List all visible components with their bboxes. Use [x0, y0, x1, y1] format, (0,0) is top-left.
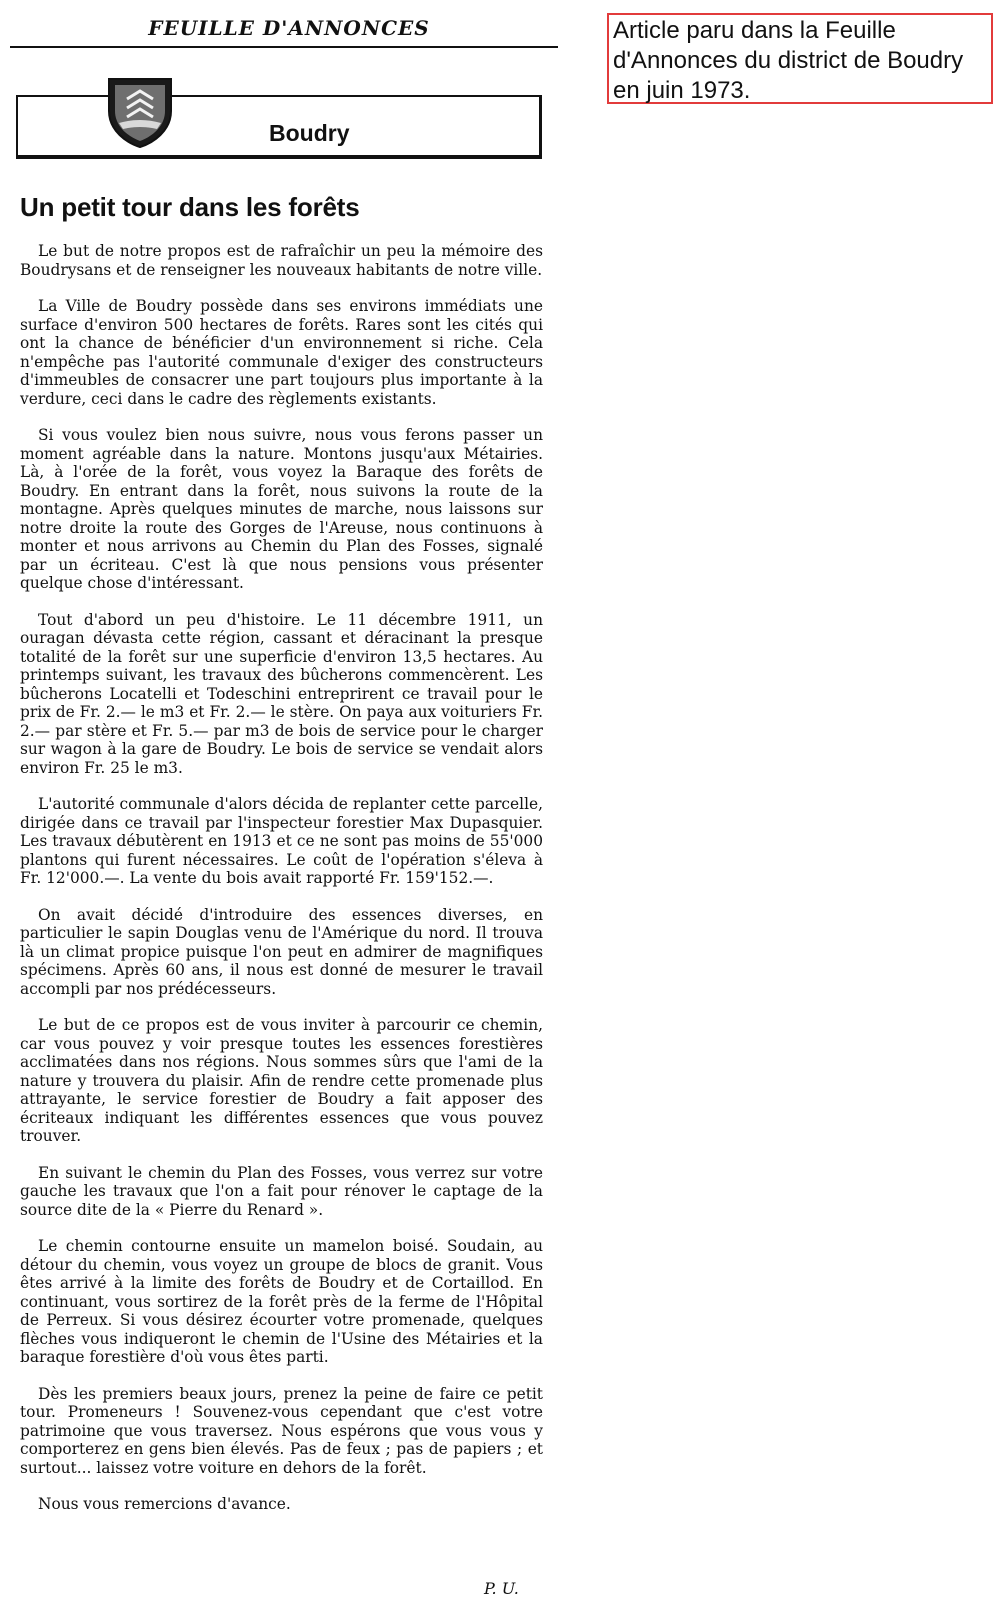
source-note: Article paru dans la Feuille d'Annonces du district de Boudry en juin 1973. [607, 13, 993, 104]
article-paragraph: La Ville de Boudry possède dans ses environs immédiats une surface d'environ 500 hectares de forêts. Rares sont les cités qui ont la chance de bénéficier d'un environnement si riche. Cela n'empêche pas l'autorité communale d'exiger des constructeurs d'immeubles de consacrer une part toujours plus importante à la verdure, ceci dans le cadre des règlements existants. [20, 297, 543, 408]
article-paragraph: Le but de notre propos est de rafraîchir un peu la mémoire des Boudrysans et de renseigner les nouveaux habitants de notre ville. [20, 242, 543, 279]
article-paragraph: On avait décidé d'introduire des essences diverses, en particulier le sapin Douglas venu de l'Amérique du nord. Il trouva là un climat propice puisque l'on peut en admirer de magnifiques spécimens. Après 60 ans, il nous est donné de mesurer le travail accompli par nos prédécesseurs. [20, 905, 543, 998]
article-paragraph: Si vous voulez bien nous suivre, nous vous ferons passer un moment agréable dans la nature. Montons jusqu'aux Métairies. Là, à l'orée de la forêt, vous voyez la Baraque des forêts de Boudry. En entrant dans la forêt, nous suivons la route de la montagne. Après quelques minutes de marche, nous laissons sur notre droite la route des Gorges de l'Areuse, nous continuons à monter et nous arrivons au Chemin du Plan des Fosses, signalé par un écriteau. C'est là que nous pensions vous présenter quelque chose d'intéressant. [20, 426, 543, 592]
article-paragraph: Dès les premiers beaux jours, prenez la peine de faire ce petit tour. Promeneurs ! Souvenez-vous cependant que c'est votre patrimoine que vous traversez. Nous espérons que vous vous y comporterez en gens bien élevés. Pas de feux ; pas de papiers ; et surtout... laissez votre voiture en dehors de la forêt. [20, 1384, 543, 1477]
article-paragraph: Le but de ce propos est de vous inviter à parcourir ce chemin, car vous pouvez y voir presque toutes les essences forestières acclimatées dans nos régions. Nous sommes sûrs que l'ami de la nature y trouvera du plaisir. Afin de rendre cette promenade plus attrayante, le service forestier de Boudry a fait apposer des écriteaux indiquant les différentes essences que vous pouvez trouver. [20, 1016, 543, 1145]
article-body [20, 242, 543, 1513]
masthead [10, 14, 558, 48]
article-paragraph: En suivant le chemin du Plan des Fosses, vous verrez sur votre gauche les travaux que l'on a fait pour rénover le captage de la source dite de la « Pierre du Renard ». [20, 1163, 543, 1219]
article-headline: Un petit tour dans les forêts [20, 192, 360, 222]
article-paragraph: L'autorité communale d'alors décida de replanter cette parcelle, dirigée dans ce travail par l'inspecteur forestier Max Dupasquier. Les travaux débutèrent en 1913 et ce ne sont pas moins de 55'000 plantons qui furent nécessaires. Le coût de l'opération s'éleva à Fr. 12'000.—. La vente du bois avait rapporté Fr. 159'152.—. [20, 795, 543, 887]
article-signature: P. U. [484, 1579, 519, 1598]
masthead-title: FEUILLE D'ANNONCES [148, 16, 430, 40]
article-paragraph: Tout d'abord un peu d'histoire. Le 11 décembre 1911, un ouragan dévasta cette région, cassant et déracinant la presque totalité de la forêt sur une superficie d'environ 13,5 hectares. Au printemps suivant, les travaux des bûcherons commencèrent. Les bûcherons Locatelli et Todeschini entreprirent ce travail pour le prix de Fr. 2.— le m3 et Fr. 2.— le stère. On paya aux voituriers Fr. 2.— par stère et Fr. 5.— par m3 de bois de service pour le charger sur wagon à la gare de Boudry. Le bois de service se vendait alors environ Fr. 25 le m3. [20, 610, 543, 777]
town-banner [16, 95, 542, 159]
article-closing: Nous vous remercions d'avance. [38, 1495, 291, 1513]
boudry-coat-of-arms-icon [107, 77, 173, 149]
banner-town-name: Boudry [269, 120, 350, 146]
article-paragraph: Le chemin contourne ensuite un mamelon boisé. Soudain, au détour du chemin, vous voyez un groupe de blocs de granit. Vous êtes arrivé à la limite des forêts de Boudry et de Cortaillod. En continuant, vous sortirez de la forêt près de la ferme de l'Hôpital de Perreux. Si vous désirez écourter votre promenade, quelques flèches vous indiqueront le chemin de l'Usine des Métairies et la baraque forestière d'où vous êtes parti. [20, 1237, 543, 1366]
